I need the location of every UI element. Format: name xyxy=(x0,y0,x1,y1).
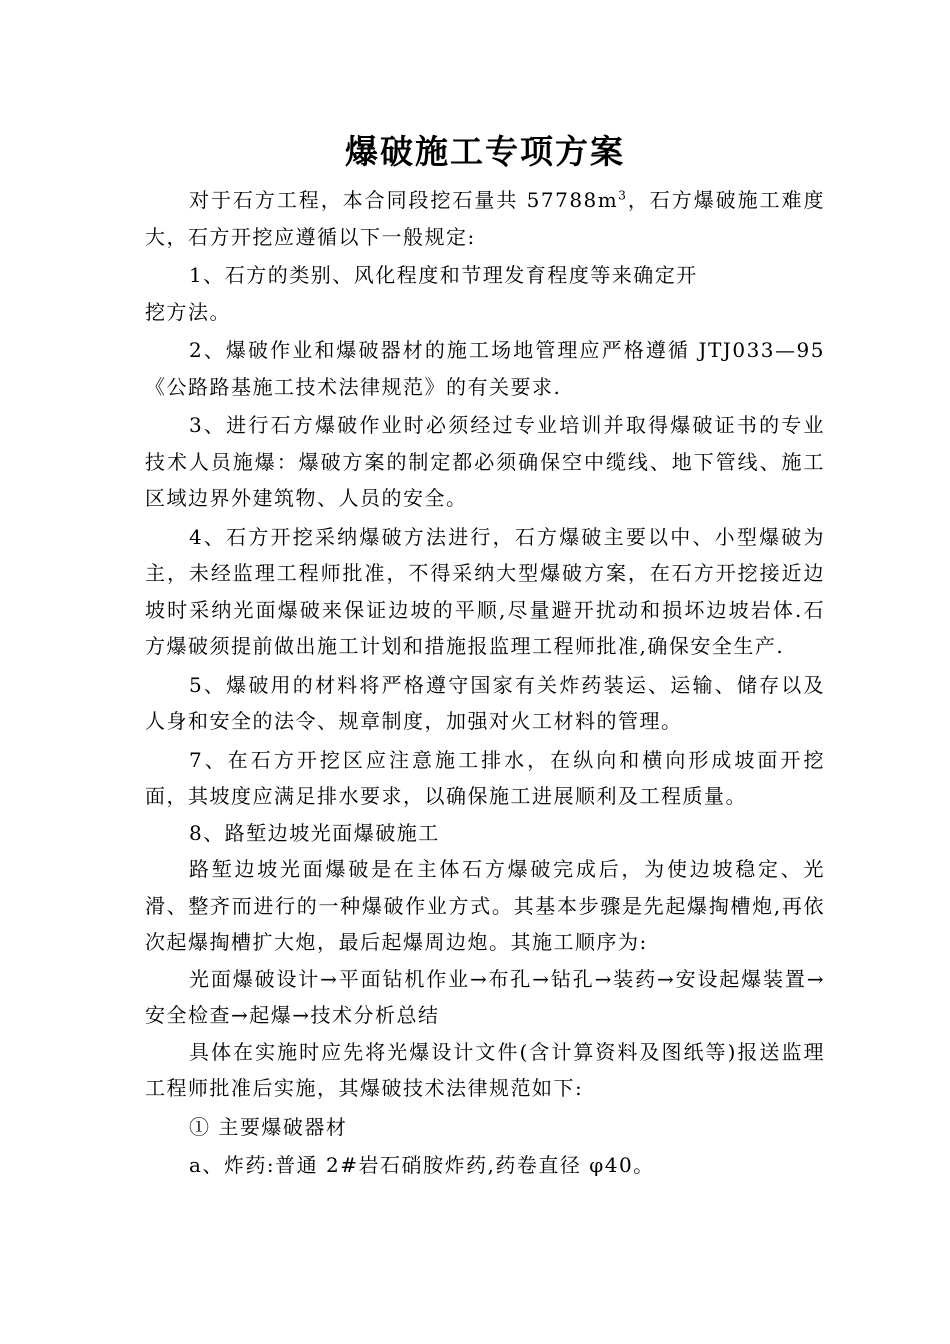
intro-text-before: 对于石方工程，本合同段挖石量共 57788m xyxy=(189,188,619,212)
paragraph-explosive: a、炸药:普通 2#岩石硝胺炸药,药卷直径 φ40。 xyxy=(189,1153,655,1177)
paragraph-intro xyxy=(145,182,825,255)
paragraph-rule-2: 2、爆破作业和爆破器材的施工场地管理应严格遵循 JTJ033—95《公路路基施工技术法律规范》的有关要求. xyxy=(145,338,825,399)
paragraph-equipment-heading: ① 主要爆破器材 xyxy=(189,1114,348,1139)
paragraph-smooth-blasting: 路堑边坡光面爆破是在主体石方爆破完成后，为使边坡稳定、光滑、整齐而进行的一种爆破作业方式。其基本步骤是先起爆掏槽炮,再依次起爆掏槽扩大炮，最后起爆周边炮。其施工顺序为: xyxy=(145,857,825,954)
document-page xyxy=(145,128,825,1184)
document-title: 爆破施工专项方案 xyxy=(345,132,625,171)
paragraph-approval: 具体在实施时应先将光爆设计文件(含计算资料及图纸等)报送监理工程师批准后实施，其爆破技术法律规范如下: xyxy=(145,1039,825,1100)
paragraph-rule-3: 3、进行石方爆破作业时必须经过专业培训并取得爆破证书的专业技术人员施爆：爆破方案的制定都必须确保空中缆线、地下管线、施工区域边界外建筑物、人员的安全。 xyxy=(145,413,825,510)
intro-text-after: ，石方爆破施工难度大，石方开挖应遵循以下一般规定: xyxy=(145,188,825,249)
paragraph-rule-8: 8、路堑边坡光面爆破施工 xyxy=(189,820,440,845)
superscript-cubic: 3 xyxy=(618,188,628,203)
paragraph-rule-4: 4、石方开挖采纳爆破方法进行，石方爆破主要以中、小型爆破为主，未经监理工程师批准，不得采纳大型爆破方案，在石方开挖接近边坡时采纳光面爆破来保证边坡的平顺,尽量避开扰动和损坏边坡岩体.石方爆破须提前做出施工计划和措施报监理工程师批准,确保安全生产. xyxy=(145,524,825,658)
paragraph-rule-5: 5、爆破用的材料将严格遵守国家有关炸药装运、运输、储存以及人身和安全的法令、规章制度，加强对火工材料的管理。 xyxy=(145,672,825,733)
paragraph-rule-7: 7、在石方开挖区应注意施工排水，在纵向和横向形成坡面开挖面，其坡度应满足排水要求，以确保施工进展顺利及工程质量。 xyxy=(145,747,825,808)
paragraph-rule-1: 1、石方的类别、风化程度和节理发育程度等来确定开 xyxy=(189,263,698,287)
paragraph-procedure: 光面爆破设计→平面钻机作业→布孔→钻孔→装药→安设起爆装置→安全检查→起爆→技术分析总结 xyxy=(145,966,825,1027)
paragraph-rule-1-cont: 挖方法。 xyxy=(145,299,231,324)
